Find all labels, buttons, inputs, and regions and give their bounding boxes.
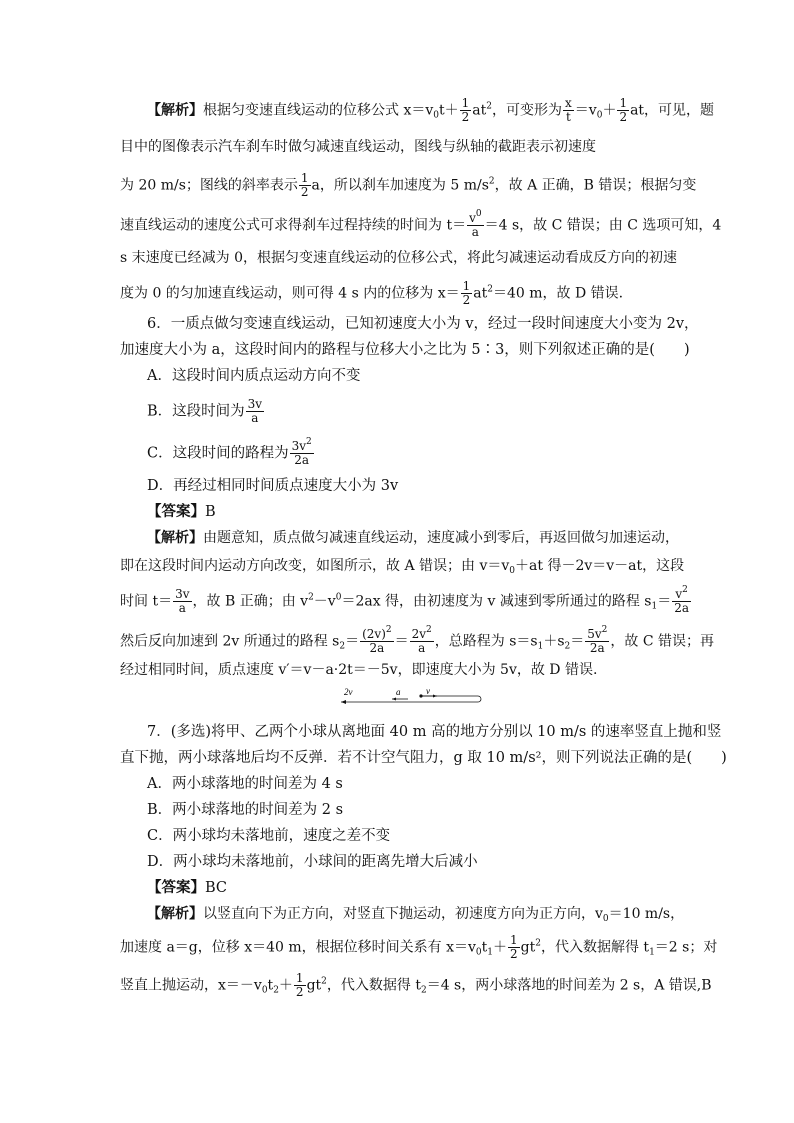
text: ＝v <box>574 102 597 119</box>
fraction <box>461 280 473 307</box>
sup: 2 <box>321 976 327 987</box>
analysis-line: 经过相同时间，质点速度 v′＝v－a·2t＝－5v，即速度大小为 5v，故 D 错误. <box>120 662 598 678</box>
text: ，代入数据得 t <box>326 977 421 994</box>
label-a: a <box>396 687 401 697</box>
sup: 0 <box>475 209 482 219</box>
text: 以竖直向下为正方向，对竖直下抛运动，初速度方向为正方向，v <box>203 906 603 922</box>
den: 2a <box>674 601 690 615</box>
sup: 2 <box>601 625 608 635</box>
text: ＝ <box>394 633 409 650</box>
text: ，故 A 正确，B 错误；根据匀变 <box>494 177 697 194</box>
option-d: D．再经过相同时间质点速度大小为 3v <box>147 478 399 494</box>
analysis-line <box>120 172 696 199</box>
text: ＝40 m，故 D 错误. <box>492 285 624 302</box>
fraction <box>585 625 609 655</box>
fraction <box>360 625 394 655</box>
answer-line <box>147 878 227 898</box>
sup: 2 <box>426 625 432 635</box>
num <box>672 585 691 602</box>
text: ＋ <box>278 977 293 994</box>
trajectory-path <box>341 696 481 702</box>
fraction <box>672 585 691 615</box>
answer-line <box>147 502 216 522</box>
text: B．这段时间为 <box>147 403 245 420</box>
text: ＝2 s；对 <box>654 939 718 956</box>
num: 1 <box>619 96 628 110</box>
num: 1 <box>462 279 471 293</box>
den: 2 <box>300 185 309 199</box>
text: －v <box>313 593 336 610</box>
text: ＝4 s，两小球落地的时间差为 2 s，A 错误,B <box>426 977 712 994</box>
sup: 0 <box>335 592 342 603</box>
sub: 2 <box>420 985 427 996</box>
num: 3v <box>175 587 190 601</box>
text: t <box>481 939 488 956</box>
text: ，代入数据解得 t <box>540 939 650 956</box>
answer-value: B <box>205 504 216 520</box>
text: 根据匀变速直线运动的位移公式 x＝v <box>203 102 434 119</box>
option-c <box>147 437 315 467</box>
den: 2 <box>619 110 628 124</box>
text: 2v <box>411 627 427 641</box>
num <box>467 209 484 226</box>
sub: 0 <box>433 110 439 121</box>
answer-tag: 【答案】 <box>147 879 205 896</box>
text: 3v <box>291 439 307 453</box>
den: 2 <box>461 110 470 124</box>
text: ，故 C 错误；再 <box>610 633 715 650</box>
sup: 2 <box>308 592 314 603</box>
sub: 1 <box>649 947 655 958</box>
sup: 2 <box>306 437 312 447</box>
sub: 0 <box>509 566 516 576</box>
question-6-stem: 加速度大小为 a，这段时间内的路程与位移大小之比为 5∶3，则下列叙述正确的是( ) <box>120 342 690 358</box>
text: ，总路程为 s＝s <box>434 633 538 650</box>
text: ＝4 s，故 C 错误；由 C 选项可知，4 <box>484 217 722 234</box>
sub: 0 <box>475 947 482 958</box>
text: ＋ <box>602 102 617 119</box>
den: 2a <box>294 453 310 467</box>
sub: 1 <box>537 641 544 652</box>
fraction <box>410 625 434 655</box>
text: v <box>675 587 683 601</box>
text: at <box>473 285 488 302</box>
fraction <box>617 97 629 124</box>
analysis-line <box>120 585 692 615</box>
text: ＋s <box>543 633 565 650</box>
sup: 2 <box>487 284 493 295</box>
analysis-line <box>120 934 717 961</box>
label-v: v <box>426 686 430 696</box>
text: ＝ <box>570 633 585 650</box>
text: ＝ <box>345 633 360 650</box>
den: a <box>251 411 259 425</box>
fraction <box>460 97 472 124</box>
den: 2 <box>462 293 471 307</box>
option-d: D．两小球均未落地前，小球间的距离先增大后减小 <box>147 854 478 870</box>
analysis-line <box>147 528 679 548</box>
label-2v: 2v <box>344 687 353 697</box>
sub: 0 <box>596 110 603 121</box>
text: ，故 B 正确；由 v <box>192 593 309 610</box>
analysis-tag: 【解析】 <box>147 102 203 119</box>
analysis-tag: 【解析】 <box>147 906 203 922</box>
text: v <box>469 211 476 225</box>
question-6-stem: 6．一质点做匀变速直线运动，已知初速度大小为 v，经过一段时间速度大小变为 2v， <box>147 316 699 332</box>
analysis-line: s 末速度已经减为 0，根据匀变速直线运动的位移公式，将此匀减速运动看成反方向的初速 <box>120 250 677 266</box>
analysis-line <box>120 280 623 307</box>
text: at <box>472 102 487 119</box>
analysis-line <box>120 625 715 655</box>
sup: 2 <box>385 625 392 635</box>
text: gt <box>520 939 536 956</box>
analysis-line <box>120 209 722 239</box>
fraction <box>299 172 311 199</box>
sub: 2 <box>339 641 346 652</box>
text: ＝ <box>657 593 672 610</box>
option-a: A．这段时间内质点运动方向不变 <box>147 368 361 384</box>
text: 然后反向加速到 2v 所通过的路程 s <box>120 633 340 650</box>
text: 加速度 a＝g，位移 x＝40 m，根据位移时间关系有 x＝v <box>120 939 476 956</box>
text: 速直线运动的速度公式可求得刹车过程持续的时间为 t＝ <box>120 217 467 234</box>
num: 1 <box>461 96 470 110</box>
text: t <box>267 977 274 994</box>
den: a <box>471 225 479 239</box>
text: 为 20 m/s；图线的斜率表示 <box>120 177 298 194</box>
text: ＝10 m/s， <box>608 906 685 922</box>
option-b: B．两小球落地的时间差为 2 s <box>147 802 344 818</box>
den: 2a <box>369 641 385 655</box>
sub: 2 <box>564 641 571 652</box>
text: 由题意知，质点做匀减速直线运动，速度减小到零后，再返回做匀加速运动， <box>203 530 679 546</box>
fraction <box>508 934 520 961</box>
num <box>585 625 609 642</box>
analysis-line <box>120 556 684 576</box>
analysis-tag: 【解析】 <box>147 530 203 546</box>
num: 1 <box>510 933 518 947</box>
sup: 2 <box>488 176 495 187</box>
den: a <box>178 601 186 615</box>
option-b <box>147 398 265 425</box>
text: ＋ <box>493 939 508 956</box>
question-7-stem: 7．(多选)将甲、乙两个小球从离地面 40 m 高的地方分别以 10 m/s 的速率竖直上抛和竖 <box>147 724 722 740</box>
fraction <box>563 97 574 124</box>
text: ＋at 得－2v＝v－at，这段 <box>515 558 685 574</box>
sub: 1 <box>651 601 658 612</box>
den: 2 <box>295 985 304 999</box>
den: 2 <box>510 947 518 961</box>
sup: 2 <box>486 101 492 112</box>
text: 即在这段时间内运动方向改变，如图所示，故 A 错误；由 v＝v <box>120 558 510 574</box>
answer-value: BC <box>205 880 228 896</box>
analysis-line <box>147 904 684 924</box>
text: C．这段时间的路程为 <box>147 445 289 462</box>
analysis-line <box>120 972 712 999</box>
sup: 2 <box>535 938 541 949</box>
num: 3v <box>247 397 263 411</box>
text: ，可变形为 <box>492 102 562 119</box>
sub: 1 <box>487 947 494 958</box>
fraction <box>173 588 191 615</box>
text: 度为 0 的匀加速直线运动，则可得 4 s 内的位移为 x＝ <box>120 285 460 302</box>
analysis-line: 目中的图像表示汽车刹车时做匀减速直线运动，图线与纵轴的截距表示初速度 <box>120 139 596 155</box>
text: t＋ <box>439 102 459 119</box>
option-a: A．两小球落地的时间差为 4 s <box>147 776 343 792</box>
num <box>360 625 394 642</box>
num: 1 <box>295 971 304 985</box>
text: a，所以刹车加速度为 5 m/s <box>311 177 489 194</box>
option-c: C．两小球均未落地前，速度之差不变 <box>147 828 391 844</box>
den: t <box>565 110 571 124</box>
sup: 2 <box>682 585 688 595</box>
text: 5v <box>587 627 602 641</box>
acceleration-arrowhead <box>392 698 396 701</box>
text: (2v) <box>362 627 386 641</box>
den: 2a <box>589 641 605 655</box>
sub: 0 <box>602 914 609 924</box>
sub: 0 <box>261 985 268 996</box>
fraction <box>467 209 484 239</box>
answer-tag: 【答案】 <box>147 503 205 520</box>
num: 1 <box>300 171 309 185</box>
analysis-line <box>147 97 714 124</box>
fraction <box>290 437 314 467</box>
num <box>410 625 434 642</box>
text: 竖直上抛运动，x＝－v <box>120 977 262 994</box>
num: x <box>565 96 572 110</box>
text: ＝2ax 得，由初速度为 v 减速到零所通过的路程 s <box>341 593 652 610</box>
fraction <box>294 972 306 999</box>
arrowhead-left <box>341 700 346 704</box>
text: 时间 t＝ <box>120 593 173 610</box>
text: at，可见，题 <box>630 102 715 119</box>
question-7-stem: 直下抛，两小球落地后均不反弹．若不计空气阻力，g 取 10 m/s²，则下列说法正确的是( ) <box>120 750 727 766</box>
velocity-arrowhead <box>433 695 437 698</box>
den: a <box>418 641 426 655</box>
sub: 2 <box>273 985 279 996</box>
num <box>290 437 314 454</box>
fraction <box>246 398 264 425</box>
motion-diagram <box>336 686 486 708</box>
text: gt <box>306 977 322 994</box>
